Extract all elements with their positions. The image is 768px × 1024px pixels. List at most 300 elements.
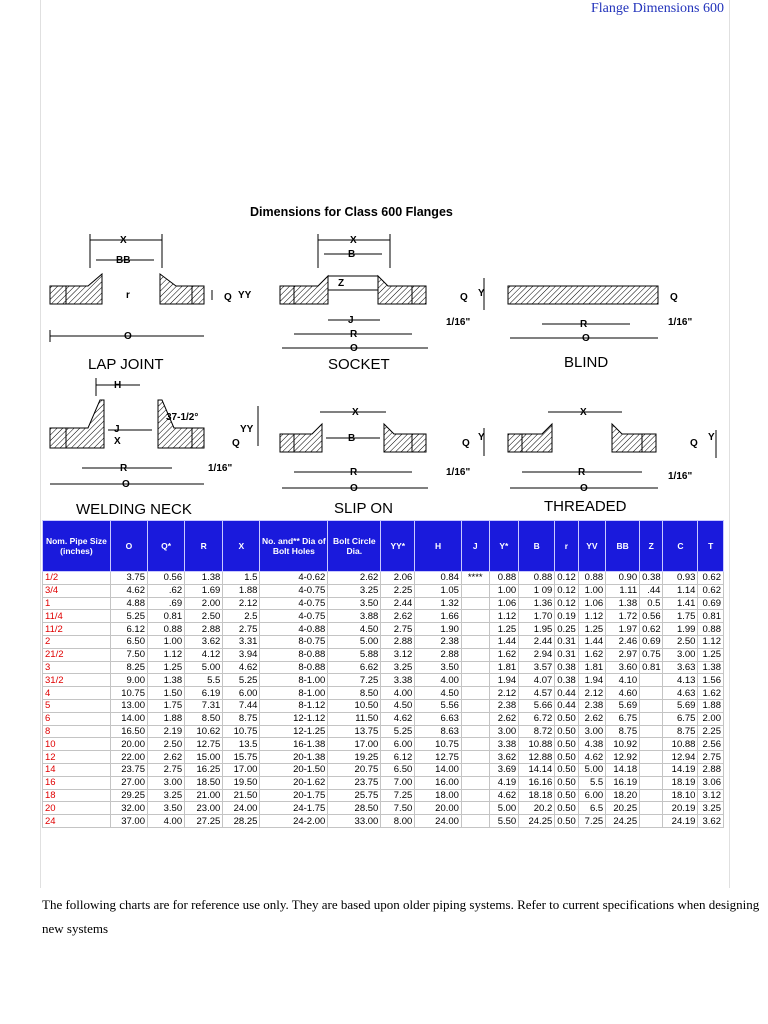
pipe-size-cell: 2 [43, 635, 111, 648]
table-cell: 10.88 [663, 738, 698, 751]
table-row [43, 763, 724, 776]
table-cell: 3.50 [415, 661, 462, 674]
table-cell: 17.00 [223, 763, 260, 776]
table-cell: 10.50 [328, 699, 381, 712]
label-sixteenth-socket: 1/16" [446, 317, 471, 328]
table-cell: 0.50 [555, 789, 578, 802]
table-cell: 23.00 [185, 802, 223, 815]
table-cell: .44 [640, 584, 663, 597]
table-cell: 2.97 [606, 648, 640, 661]
table-cell: 0.81 [148, 610, 185, 623]
table-cell [461, 623, 489, 636]
flange-dimensions-link[interactable]: Flange Dimensions 600 [591, 1, 724, 16]
column-header: YV [578, 521, 606, 572]
slip-on-flange-left [280, 434, 294, 452]
table-cell [640, 776, 663, 789]
table-cell: 0.19 [555, 610, 578, 623]
table-cell: 14.00 [415, 763, 462, 776]
table-cell: 1.62 [578, 648, 606, 661]
table-cell: 12.88 [519, 751, 555, 764]
table-cell: 18.20 [606, 789, 640, 802]
table-cell: 14.14 [519, 763, 555, 776]
table-cell: 24.25 [606, 815, 640, 828]
table-cell: 33.00 [328, 815, 381, 828]
table-cell: 8-1.12 [260, 699, 328, 712]
table-cell: 13.00 [110, 699, 147, 712]
table-cell: 14.19 [663, 763, 698, 776]
table-cell: 2.75 [381, 623, 415, 636]
table-cell: 2.44 [519, 635, 555, 648]
table-cell: 1.97 [606, 623, 640, 636]
label-q-threaded: Q [690, 438, 698, 449]
pipe-size-cell: 11/4 [43, 610, 111, 623]
table-cell: 0.31 [555, 648, 578, 661]
table-cell: 6.00 [223, 687, 260, 700]
table-cell: 5.66 [519, 699, 555, 712]
table-cell [640, 738, 663, 751]
table-cell: 5.25 [381, 725, 415, 738]
lap-joint-flange-right [192, 286, 204, 304]
table-cell: 18.18 [519, 789, 555, 802]
table-cell: 20-1.38 [260, 751, 328, 764]
table-cell: 2.00 [698, 712, 724, 725]
table-cell: 12.75 [415, 751, 462, 764]
pipe-size-cell: 3/4 [43, 584, 111, 597]
column-header: C [663, 521, 698, 572]
table-cell: 22.00 [110, 751, 147, 764]
table-row [43, 674, 724, 687]
table-cell [461, 815, 489, 828]
welding-neck-hub-left [66, 400, 104, 448]
label-r-socket: R [350, 329, 358, 340]
table-cell: 11.50 [328, 712, 381, 725]
table-cell: 1.12 [489, 610, 519, 623]
label-r-wn: R [120, 463, 128, 474]
diagram-title-socket: SOCKET [328, 356, 390, 373]
table-row [43, 687, 724, 700]
table-cell: 4.12 [185, 648, 223, 661]
table-cell: 4.19 [489, 776, 519, 789]
table-cell [461, 699, 489, 712]
column-header: Q* [148, 521, 185, 572]
table-cell: 4.62 [381, 712, 415, 725]
table-cell: 10.88 [519, 738, 555, 751]
pipe-size-cell: 8 [43, 725, 111, 738]
table-cell: 1.25 [489, 623, 519, 636]
table-cell: 3.25 [148, 789, 185, 802]
table-cell: 16.00 [415, 776, 462, 789]
table-cell: 3.38 [381, 674, 415, 687]
table-cell: 16.16 [519, 776, 555, 789]
table-cell: 5.5 [185, 674, 223, 687]
table-cell: 3.38 [489, 738, 519, 751]
column-header: R [185, 521, 223, 572]
table-cell: 1.88 [223, 584, 260, 597]
table-cell: 15.75 [223, 751, 260, 764]
table-cell: 4.62 [110, 584, 147, 597]
table-row [43, 751, 724, 764]
table-cell: 12-1.25 [260, 725, 328, 738]
table-cell: 5.25 [110, 610, 147, 623]
table-cell: 19.50 [223, 776, 260, 789]
table-cell: 0.50 [555, 712, 578, 725]
label-angle: 37-1/2° [166, 412, 199, 423]
diagram-title-blind: BLIND [564, 354, 609, 371]
table-cell [640, 674, 663, 687]
table-cell [640, 802, 663, 815]
table-cell: 6.50 [381, 763, 415, 776]
table-cell: 0.90 [606, 572, 640, 585]
label-r-blind: R [580, 319, 588, 330]
flange-diagrams [42, 228, 726, 520]
table-cell: 18.50 [185, 776, 223, 789]
table-cell: 3.25 [381, 661, 415, 674]
table-cell: 3.31 [223, 635, 260, 648]
table-cell: 2.62 [489, 712, 519, 725]
table-cell: 12-1.12 [260, 712, 328, 725]
table-cell: 16.50 [110, 725, 147, 738]
table-cell: 3.25 [328, 584, 381, 597]
table-cell [640, 712, 663, 725]
table-cell: 24.00 [415, 815, 462, 828]
table-cell: 2.62 [328, 572, 381, 585]
table-cell: 0.25 [555, 623, 578, 636]
table-cell: 21.50 [223, 789, 260, 802]
table-cell [461, 597, 489, 610]
table-row [43, 802, 724, 815]
label-sixteenth-threaded: 1/16" [668, 471, 693, 482]
pipe-size-cell: 5 [43, 699, 111, 712]
label-r-small: r [126, 290, 130, 301]
table-cell: 1 09 [519, 584, 555, 597]
table-cell: 6.72 [519, 712, 555, 725]
table-cell: 0.69 [698, 597, 724, 610]
table-cell [461, 610, 489, 623]
table-cell: 20.2 [519, 802, 555, 815]
pipe-size-cell: 31/2 [43, 674, 111, 687]
label-y-socket: Y [478, 288, 485, 299]
table-cell: 4-0.88 [260, 623, 328, 636]
table-cell: 4.50 [328, 623, 381, 636]
column-header: X [223, 521, 260, 572]
table-cell: 0.69 [640, 635, 663, 648]
table-row [43, 738, 724, 751]
table-cell [461, 661, 489, 674]
table-cell [640, 763, 663, 776]
table-cell [461, 648, 489, 661]
table-cell: 8.50 [185, 712, 223, 725]
table-cell: 3.94 [223, 648, 260, 661]
table-cell [461, 751, 489, 764]
table-cell: 0.88 [489, 572, 519, 585]
label-z: Z [338, 278, 345, 289]
label-y-threaded: Y [708, 432, 715, 443]
table-cell: 18.19 [663, 776, 698, 789]
reference-note: The following charts are for reference use only. They are based upon older piping systems. Refer to current specifications when designing new systems [42, 897, 760, 936]
socket-flange-left [280, 286, 294, 304]
table-cell: 2.62 [578, 712, 606, 725]
table-cell: 0.50 [555, 725, 578, 738]
table-cell: 4.50 [415, 687, 462, 700]
table-cell: 1.25 [698, 648, 724, 661]
table-cell: 6.62 [328, 661, 381, 674]
table-cell: 0.44 [555, 687, 578, 700]
table-cell: 2.75 [698, 751, 724, 764]
table-cell: 3.60 [606, 661, 640, 674]
table-row [43, 584, 724, 597]
table-cell: 0.50 [555, 815, 578, 828]
table-cell: 3.62 [698, 815, 724, 828]
table-cell: 2.62 [148, 751, 185, 764]
socket-flange-right [412, 286, 426, 304]
table-cell: 29.25 [110, 789, 147, 802]
table-cell [461, 763, 489, 776]
table-cell: 2.38 [489, 699, 519, 712]
table-cell: 20-1.62 [260, 776, 328, 789]
pipe-size-cell: 21/2 [43, 648, 111, 661]
table-cell: 4-0.75 [260, 584, 328, 597]
table-cell: 2.88 [415, 648, 462, 661]
table-cell: 5.00 [578, 763, 606, 776]
table-cell: 10.75 [415, 738, 462, 751]
table-cell: 1.72 [606, 610, 640, 623]
table-cell: 5.00 [489, 802, 519, 815]
table-cell: 8-0.75 [260, 635, 328, 648]
label-j-wn: J [114, 424, 120, 435]
table-cell: 7.25 [578, 815, 606, 828]
table-cell [461, 802, 489, 815]
table-row [43, 815, 724, 828]
label-o-slip: O [350, 483, 358, 494]
table-cell: 0.56 [640, 610, 663, 623]
table-cell: 1.32 [415, 597, 462, 610]
table-cell: 3.62 [185, 635, 223, 648]
welding-neck-hub-right [158, 400, 192, 448]
table-row [43, 661, 724, 674]
table-cell [461, 776, 489, 789]
diagram-title-welding-neck: WELDING NECK [76, 501, 192, 518]
pipe-size-cell: 11/2 [43, 623, 111, 636]
pipe-size-cell: 12 [43, 751, 111, 764]
table-row [43, 623, 724, 636]
table-row [43, 648, 724, 661]
table-cell: 0.88 [148, 623, 185, 636]
table-cell: 24.00 [223, 802, 260, 815]
table-cell: 0.50 [555, 751, 578, 764]
table-row [43, 699, 724, 712]
table-cell: 3.57 [519, 661, 555, 674]
table-cell: 1.25 [148, 661, 185, 674]
slip-on-hub-left [294, 424, 322, 452]
table-cell: 3.06 [698, 776, 724, 789]
table-cell: 1.38 [698, 661, 724, 674]
table-cell: 1.05 [415, 584, 462, 597]
table-cell: 1.62 [489, 648, 519, 661]
table-cell [461, 584, 489, 597]
table-cell: 4-0.75 [260, 610, 328, 623]
table-row [43, 635, 724, 648]
table-cell: 8.63 [415, 725, 462, 738]
diagram-title-threaded: THREADED [544, 498, 627, 515]
table-cell: 16-1.38 [260, 738, 328, 751]
table-cell: 2.75 [223, 623, 260, 636]
blind-plate [508, 286, 658, 304]
label-o: O [124, 331, 132, 342]
table-cell: 0.62 [698, 572, 724, 585]
label-sixteenth-slip: 1/16" [446, 467, 471, 478]
table-cell: 4.00 [415, 674, 462, 687]
table-cell: 1.06 [489, 597, 519, 610]
table-cell: 1.12 [578, 610, 606, 623]
table-cell: 4.38 [578, 738, 606, 751]
table-cell: 18.00 [415, 789, 462, 802]
table-cell: 19.25 [328, 751, 381, 764]
table-cell: 1.00 [489, 584, 519, 597]
table-cell: 3.00 [663, 648, 698, 661]
table-cell: 4.60 [606, 687, 640, 700]
table-cell: 4.62 [223, 661, 260, 674]
table-cell: 1.50 [148, 687, 185, 700]
table-cell: 2.56 [698, 738, 724, 751]
label-j: J [348, 315, 354, 326]
table-cell: 4.07 [519, 674, 555, 687]
label-q-wn: Q [232, 438, 240, 449]
table-cell: 7.31 [185, 699, 223, 712]
table-cell: 6.12 [110, 623, 147, 636]
table-cell: 20.00 [110, 738, 147, 751]
threaded-hub-right [612, 424, 642, 452]
lap-joint-flange-left [50, 286, 66, 304]
table-cell: 4-0.75 [260, 597, 328, 610]
table-cell: 0.88 [519, 572, 555, 585]
table-cell: 7.50 [381, 802, 415, 815]
table-cell: 0.38 [555, 674, 578, 687]
table-cell: 1.88 [698, 699, 724, 712]
table-cell: 2.88 [185, 623, 223, 636]
table-cell: 1.41 [663, 597, 698, 610]
table-cell: 0.44 [555, 699, 578, 712]
table-cell: 2.44 [381, 597, 415, 610]
pipe-size-cell: 20 [43, 802, 111, 815]
table-header-row [43, 521, 724, 572]
column-header: No. and** Dia of Bolt Holes [260, 521, 328, 572]
lap-joint-hub-left [66, 274, 102, 304]
table-cell: 1.66 [415, 610, 462, 623]
table-row [43, 610, 724, 623]
table-cell: 3.00 [578, 725, 606, 738]
table-cell: 5.69 [606, 699, 640, 712]
label-q-slip: Q [462, 438, 470, 449]
table-cell: 12.94 [663, 751, 698, 764]
table-cell: 3.00 [489, 725, 519, 738]
table-cell: 1.44 [578, 635, 606, 648]
table-cell: 4-0.62 [260, 572, 328, 585]
table-cell: 1.38 [606, 597, 640, 610]
table-cell: 37.00 [110, 815, 147, 828]
column-header: Bolt Circle Dia. [328, 521, 381, 572]
column-header: B [519, 521, 555, 572]
table-cell: 5.69 [663, 699, 698, 712]
label-o-threaded: O [580, 483, 588, 494]
table-cell: 9.00 [110, 674, 147, 687]
table-row [43, 789, 724, 802]
table-cell: 0.62 [698, 584, 724, 597]
diagram-title-slip-on: SLIP ON [334, 500, 393, 517]
table-cell: 2.94 [519, 648, 555, 661]
page-title: Dimensions for Class 600 Flanges [250, 205, 453, 219]
table-cell: 0.93 [663, 572, 698, 585]
table-cell: 20-1.50 [260, 763, 328, 776]
column-header: r [555, 521, 578, 572]
table-cell: 16.25 [185, 763, 223, 776]
table-cell: 17.00 [328, 738, 381, 751]
table-cell: 0.88 [698, 623, 724, 636]
table-cell: 2.00 [185, 597, 223, 610]
label-x-threaded: X [580, 407, 587, 418]
table-cell: 0.12 [555, 597, 578, 610]
table-cell: 4.10 [606, 674, 640, 687]
table-cell: 1.38 [148, 674, 185, 687]
table-cell [461, 712, 489, 725]
table-cell [461, 674, 489, 687]
table-cell: 25.75 [328, 789, 381, 802]
table-cell: 23.75 [110, 763, 147, 776]
table-cell: 5.88 [328, 648, 381, 661]
table-cell: 5.00 [328, 635, 381, 648]
table-cell: 2.12 [223, 597, 260, 610]
table-cell: 8-0.88 [260, 661, 328, 674]
label-o-blind: O [582, 333, 590, 344]
table-cell: 18.10 [663, 789, 698, 802]
table-cell: 24.25 [519, 815, 555, 828]
table-cell [461, 635, 489, 648]
table-cell: 0.31 [555, 635, 578, 648]
table-cell: 3.25 [698, 802, 724, 815]
label-x-slip: X [352, 407, 359, 418]
table-cell: 6.63 [415, 712, 462, 725]
table-cell: 1.95 [519, 623, 555, 636]
table-cell: 2.50 [663, 635, 698, 648]
table-cell: 7.50 [110, 648, 147, 661]
label-y-slip: Y [478, 432, 485, 443]
table-cell: 4.62 [489, 789, 519, 802]
table-cell: 5.5 [578, 776, 606, 789]
slip-on-flange-right [412, 434, 426, 452]
table-cell: **** [461, 572, 489, 585]
table-cell: 1.81 [489, 661, 519, 674]
table-cell: 2.46 [606, 635, 640, 648]
table-cell: 2.25 [381, 584, 415, 597]
table-row [43, 712, 724, 725]
table-cell [640, 815, 663, 828]
table-cell: 0.50 [555, 738, 578, 751]
table-cell: 12.75 [185, 738, 223, 751]
label-sixteenth-blind: 1/16" [668, 317, 693, 328]
table-cell: 6.12 [381, 751, 415, 764]
label-q-blind: Q [670, 292, 678, 303]
column-header: YY* [381, 521, 415, 572]
table-cell: 0.5 [640, 597, 663, 610]
table-cell: 16.19 [606, 776, 640, 789]
table-cell [461, 725, 489, 738]
table-cell: 24-1.75 [260, 802, 328, 815]
diagram-title-lap-joint: LAP JOINT [88, 356, 164, 373]
column-header: T [698, 521, 724, 572]
table-cell: 1.36 [519, 597, 555, 610]
table-cell: 6.50 [110, 635, 147, 648]
table-cell: 1.75 [148, 699, 185, 712]
table-cell: 0.38 [640, 572, 663, 585]
